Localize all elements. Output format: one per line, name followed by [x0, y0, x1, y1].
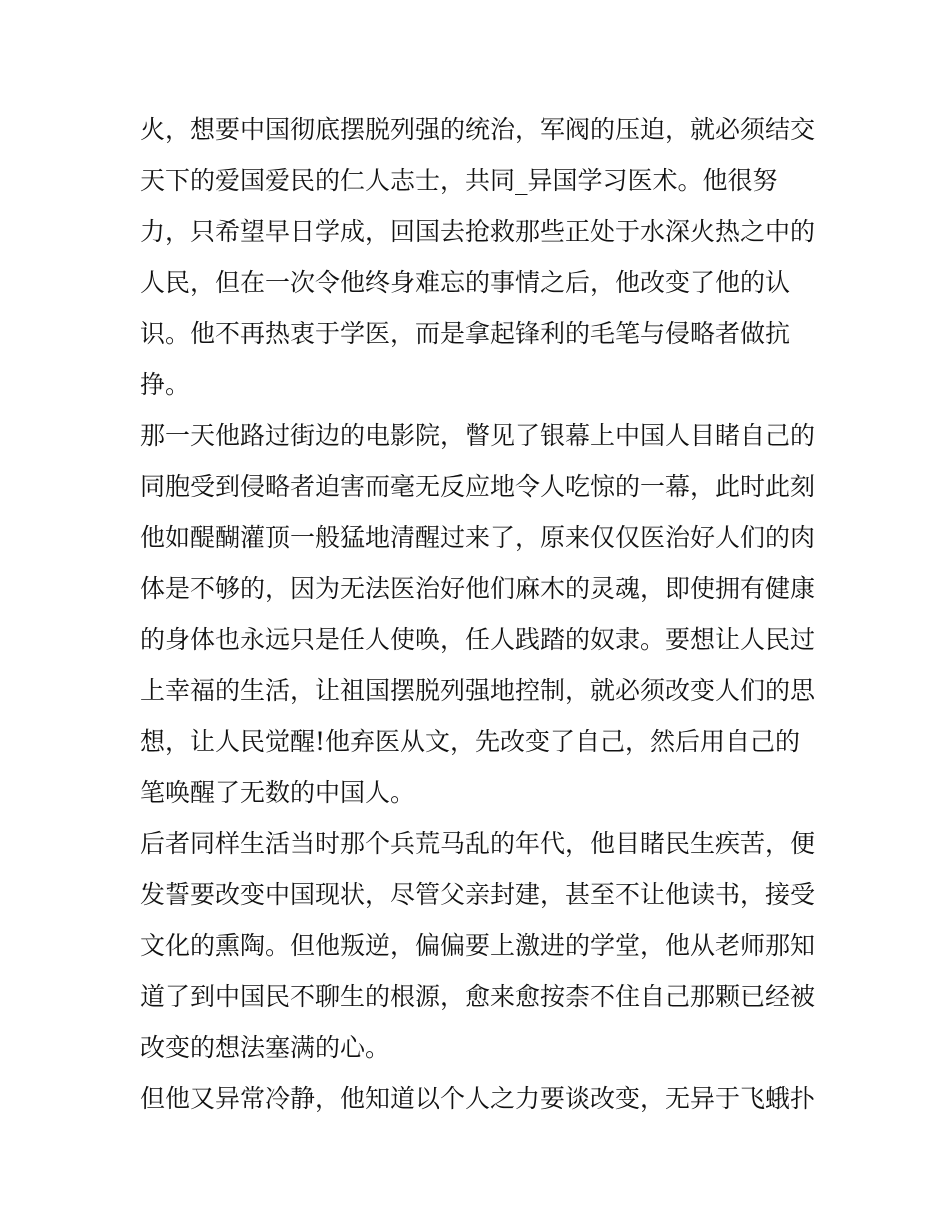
text-line: 识。他不再热衷于学医，而是拿起锋利的毛笔与侵略者做抗 — [140, 319, 791, 348]
text-line: 他如醍醐灌顶一般猛地清醒过来了，原来仅仅医治好人们的肉 — [140, 523, 816, 552]
text-line: 道了到中国民不聊生的根源，愈来愈按柰不住自己那颗已经被 — [140, 982, 816, 1011]
text-line: 但他又异常冷静，他知道以个人之力要谈改变，无异于飞蛾扑 — [140, 1084, 816, 1113]
text-line: 文化的熏陶。但他叛逆，偏偏要上激进的学堂，他从老师那知 — [140, 931, 816, 960]
text-line: 力，只希望早日学成，回国去抢救那些正处于水深火热之中的 — [140, 217, 816, 246]
text-line: 笔唤醒了无数的中国人。 — [140, 778, 416, 807]
text-line: 同胞受到侵略者迫害而毫无反应地令人吃惊的一幕，此时此刻 — [140, 472, 816, 501]
text-line: 改变的想法塞满的心。 — [140, 1033, 391, 1062]
text-line: 人民，但在一次令他终身难忘的事情之后，他改变了他的认 — [140, 268, 791, 297]
text-line: 想，让人民觉醒!他弃医从文，先改变了自己，然后用自己的 — [140, 727, 801, 756]
text-line: 体是不够的，因为无法医治好他们麻木的灵魂，即使拥有健康 — [140, 574, 816, 603]
text-line: 发誓要改变中国现状，尽管父亲封建，甚至不让他读书，接受 — [140, 880, 816, 909]
text-line: 的身体也永远只是任人使唤，任人践踏的奴隶。要想让人民过 — [140, 625, 816, 654]
body-text — [140, 104, 820, 1124]
text-line: 上幸福的生活，让祖国摆脱列强地控制，就必须改变人们的思 — [140, 676, 816, 705]
text-line: 那一天他路过街边的电影院，瞥见了银幕上中国人目睹自己的 — [140, 421, 816, 450]
text-line: 后者同样生活当时那个兵荒马乱的年代，他目睹民生疾苦，便 — [140, 829, 816, 858]
text-line: 挣。 — [140, 370, 191, 399]
text-line: 天下的爱国爱民的仁人志士，共同_异国学习医术。他很努 — [140, 166, 778, 195]
text-line: 火，想要中国彻底摆脱列强的统治，军阀的压迫，就必须结交 — [140, 115, 816, 144]
